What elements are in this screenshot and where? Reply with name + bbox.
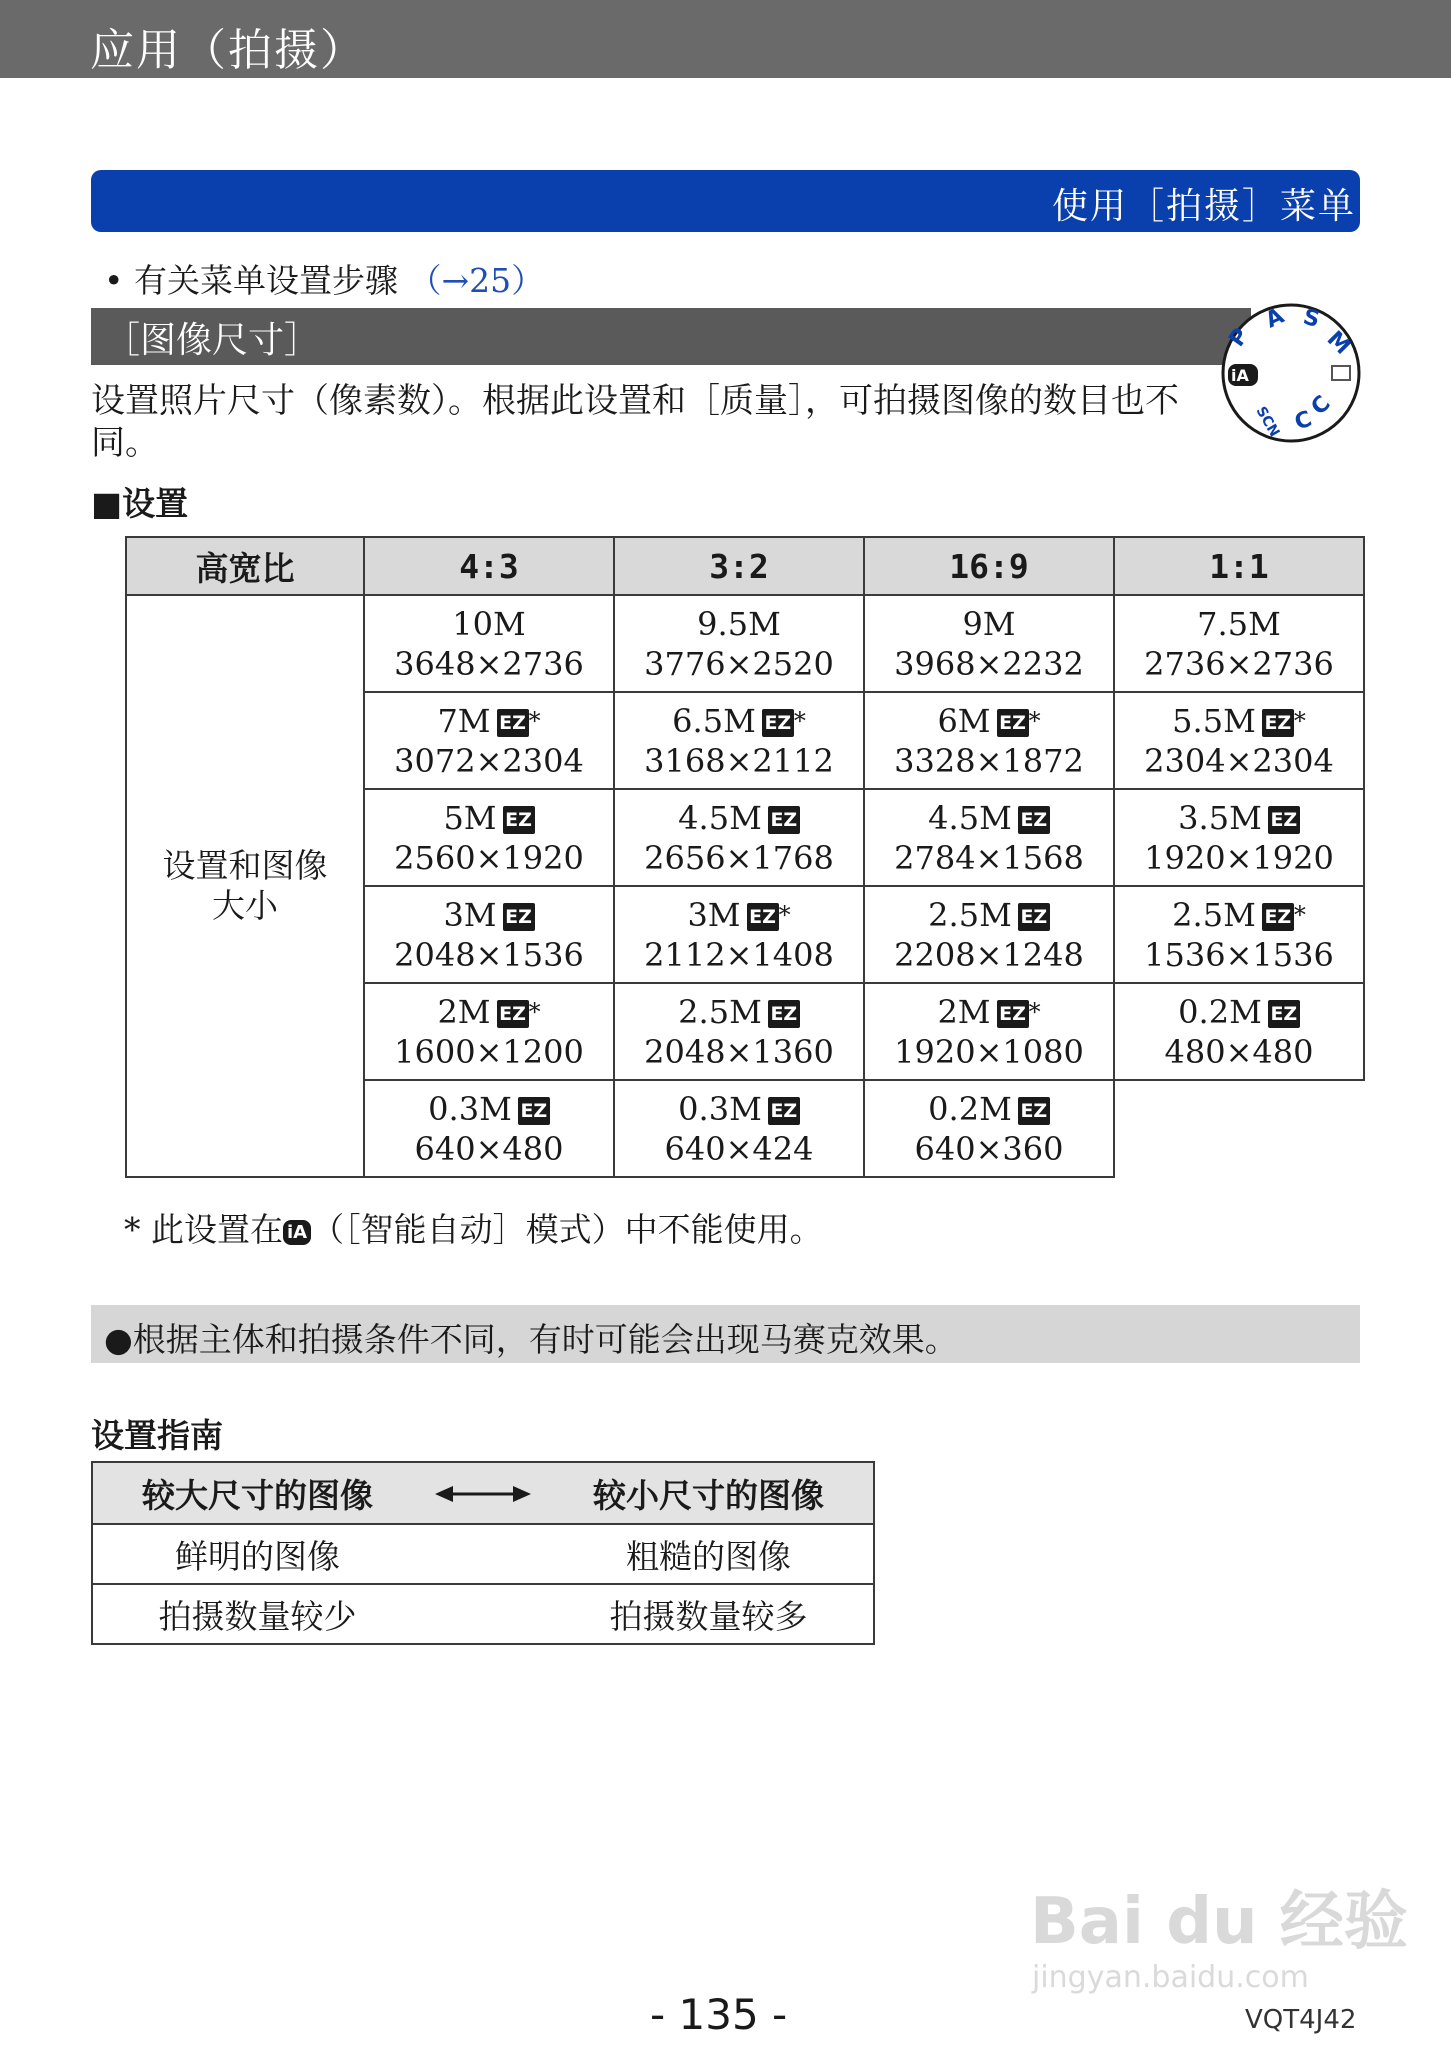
guide-row-right: 粗糙的图像 [544, 1524, 874, 1584]
size-cell [1114, 595, 1364, 692]
resolution-value: 1920×1080 [894, 1032, 1084, 1071]
size-line [865, 992, 1113, 1032]
size-line [865, 604, 1113, 644]
resolution-value: 2736×2736 [1144, 644, 1334, 683]
size-cell [864, 692, 1114, 789]
dial-label-s: S [1300, 304, 1323, 333]
note-bullet: • [104, 261, 124, 300]
header-4-3: 4:3 [364, 537, 614, 595]
resolution-value: 3072×2304 [394, 741, 584, 780]
megapixel-value: 2.5M [1172, 895, 1256, 934]
size-line [1115, 604, 1363, 644]
ez-icon: EZ [768, 1097, 800, 1125]
guide-header-row [92, 1462, 874, 1524]
size-line [865, 895, 1113, 935]
asterisk-mark: * [528, 706, 541, 735]
size-cell [364, 789, 614, 886]
resolution-value: 640×480 [414, 1129, 564, 1168]
header-1-1: 1:1 [1114, 537, 1364, 595]
megapixel-value: 5.5M [1172, 701, 1256, 740]
size-cell [614, 1080, 864, 1177]
asterisk-mark: * [778, 900, 791, 929]
resolution-value: 2304×2304 [1144, 741, 1334, 780]
table-header-row [126, 537, 1364, 595]
megapixel-value: 10M [452, 604, 526, 643]
size-line [1115, 895, 1363, 935]
size-line [1115, 992, 1363, 1032]
size-cell [864, 983, 1114, 1080]
table-row [126, 595, 1364, 692]
resolution-value: 2048×1536 [394, 935, 584, 974]
ez-icon: EZ [497, 1000, 529, 1028]
size-line [365, 895, 613, 935]
megapixel-value: 6M [937, 701, 991, 740]
size-line [615, 895, 863, 935]
resolution-value: 640×424 [664, 1129, 814, 1168]
size-cell [614, 886, 864, 983]
size-cell [1114, 886, 1364, 983]
megapixel-value: 4.5M [928, 798, 1012, 837]
size-line [1115, 701, 1363, 741]
resolution-value: 3168×2112 [644, 741, 834, 780]
note-text: 有关菜单设置步骤 [133, 261, 398, 300]
dial-label-c1: C [1306, 391, 1336, 421]
ez-icon: EZ [497, 709, 529, 737]
dial-label-c2: C [1291, 406, 1316, 436]
megapixel-value: 0.3M [678, 1089, 762, 1128]
header-16-9: 16:9 [864, 537, 1114, 595]
footnote-suffix: （［智能自动］模式）中不能使用。 [311, 1210, 823, 1249]
size-cell [364, 595, 614, 692]
resolution-value: 2112×1408 [644, 935, 834, 974]
megapixel-value: 9M [962, 604, 1016, 643]
section-title: 使用［拍摄］菜单 [1051, 186, 1356, 227]
resolution-value: 3648×2736 [394, 644, 584, 683]
megapixel-value: 2M [937, 992, 991, 1031]
ez-icon: EZ [503, 903, 535, 931]
size-cell [614, 789, 864, 886]
resolution-value: 3776×2520 [644, 644, 834, 683]
megapixel-value: 0.2M [1178, 992, 1262, 1031]
ez-icon: EZ [997, 1000, 1029, 1028]
megapixel-value: 6.5M [672, 701, 756, 740]
ez-icon: EZ [503, 806, 535, 834]
size-line [865, 1089, 1113, 1129]
size-line [365, 1089, 613, 1129]
footnote [124, 1204, 823, 1251]
ez-icon: EZ [518, 1097, 550, 1125]
size-cell [1114, 692, 1364, 789]
megapixel-value: 3M [443, 895, 497, 934]
size-cell [1114, 789, 1364, 886]
dial-label-m: M [1321, 326, 1355, 360]
image-size-table [125, 536, 1365, 1178]
size-line [365, 992, 613, 1032]
document-code: VQT4J42 [1245, 2005, 1357, 2035]
resolution-value: 2784×1568 [894, 838, 1084, 877]
resolution-value: 2560×1920 [394, 838, 584, 877]
mosaic-note: ●根据主体和拍摄条件不同，有时可能会出现马赛克效果。 [104, 1320, 958, 1359]
asterisk-mark: * [1028, 706, 1041, 735]
size-line [365, 604, 613, 644]
size-cell [864, 789, 1114, 886]
asterisk-mark: * [1293, 900, 1306, 929]
baidu-watermark-url: jingyan.baidu.com [1032, 1960, 1309, 1995]
baidu-watermark: Bai du 经验 [1030, 1885, 1408, 1959]
header-aspect-ratio: 高宽比 [126, 537, 364, 595]
ez-icon: EZ [1018, 903, 1050, 931]
size-line [865, 798, 1113, 838]
asterisk-mark: * [793, 706, 806, 735]
resolution-value: 2208×1248 [894, 935, 1084, 974]
megapixel-value: 2.5M [678, 992, 762, 1031]
size-cell [1114, 983, 1364, 1080]
asterisk-mark: * [528, 997, 541, 1026]
header-3-2: 3:2 [614, 537, 864, 595]
megapixel-value: 4.5M [678, 798, 762, 837]
ez-icon: EZ [762, 709, 794, 737]
dial-label-a: A [1261, 303, 1288, 334]
size-cell [614, 692, 864, 789]
resolution-value: 1600×1200 [394, 1032, 584, 1071]
size-line [615, 701, 863, 741]
guide-row-left: 拍摄数量较少 [92, 1584, 422, 1644]
ez-icon: EZ [1262, 709, 1294, 737]
megapixel-value: 2.5M [928, 895, 1012, 934]
size-cell [364, 1080, 614, 1177]
resolution-value: 2048×1360 [644, 1032, 834, 1071]
megapixel-value: 9.5M [697, 604, 781, 643]
size-cell [614, 595, 864, 692]
menu-item-title: ［图像尺寸］ [104, 320, 321, 361]
megapixel-value: 3.5M [1178, 798, 1262, 837]
ez-icon: EZ [768, 806, 800, 834]
megapixel-value: 7.5M [1197, 604, 1281, 643]
resolution-value: 480×480 [1164, 1032, 1314, 1071]
menu-steps-note [104, 255, 544, 302]
dial-label-p: P [1224, 323, 1255, 352]
ez-icon: EZ [747, 903, 779, 931]
guide-head-left: 较大尺寸的图像 [92, 1462, 422, 1524]
menu-description: 设置照片尺寸（像素数）。根据此设置和［质量］，可拍摄图像的数目也不同。 [91, 381, 1179, 463]
size-line [1115, 798, 1363, 838]
dial-label-scn: SCN [1252, 404, 1283, 440]
size-line [615, 604, 863, 644]
guide-head-right: 较小尺寸的图像 [544, 1462, 874, 1524]
double-arrow-svg [435, 1483, 531, 1505]
megapixel-value: 2M [437, 992, 491, 1031]
ez-icon: EZ [768, 1000, 800, 1028]
size-line [615, 1089, 863, 1129]
size-cell [864, 886, 1114, 983]
resolution-value: 1920×1920 [1144, 838, 1334, 877]
guide-title: 设置指南 [91, 1416, 223, 1455]
ez-icon: EZ [1018, 1097, 1050, 1125]
resolution-value: 3968×2232 [894, 644, 1084, 683]
ez-icon: EZ [1268, 806, 1300, 834]
mode-dial-icon [1216, 298, 1366, 448]
page-number: - 135 - [650, 1990, 788, 2039]
page-link[interactable]: （→25） [408, 261, 545, 300]
size-line [365, 798, 613, 838]
size-line [865, 701, 1113, 741]
ia-mode-icon: iA [283, 1220, 311, 1245]
size-cell [364, 692, 614, 789]
megapixel-value: 0.3M [428, 1089, 512, 1128]
double-arrow-icon [422, 1462, 544, 1524]
row-label-settings: 设置和图像大小 [126, 595, 364, 1177]
empty-cell [1114, 1080, 1364, 1177]
settings-heading: ■设置 [91, 484, 189, 523]
size-cell [614, 983, 864, 1080]
resolution-value: 3328×1872 [894, 741, 1084, 780]
guide-row-right: 拍摄数量较多 [544, 1584, 874, 1644]
asterisk-mark: * [1293, 706, 1306, 735]
guide-row-left: 鲜明的图像 [92, 1524, 422, 1584]
size-cell [864, 1080, 1114, 1177]
guide-row [92, 1584, 874, 1644]
megapixel-value: 3M [687, 895, 741, 934]
guide-row-spacer [422, 1584, 544, 1644]
size-cell [364, 983, 614, 1080]
megapixel-value: 7M [437, 701, 491, 740]
ez-icon: EZ [1262, 903, 1294, 931]
size-line [615, 992, 863, 1032]
resolution-value: 1536×1536 [1144, 935, 1334, 974]
footnote-prefix: * 此设置在 [124, 1210, 283, 1249]
size-line [365, 701, 613, 741]
guide-row-spacer [422, 1524, 544, 1584]
chapter-title: 应用（拍摄） [90, 25, 366, 76]
size-line [615, 798, 863, 838]
size-cell [864, 595, 1114, 692]
size-cell [364, 886, 614, 983]
ez-icon: EZ [1268, 1000, 1300, 1028]
ez-icon: EZ [1018, 806, 1050, 834]
ez-icon: EZ [997, 709, 1029, 737]
guide-row [92, 1524, 874, 1584]
asterisk-mark: * [1028, 997, 1041, 1026]
resolution-value: 2656×1768 [644, 838, 834, 877]
guide-table [91, 1461, 875, 1645]
megapixel-value: 5M [443, 798, 497, 837]
resolution-value: 640×360 [914, 1129, 1064, 1168]
megapixel-value: 0.2M [928, 1089, 1012, 1128]
dial-label-ia: iA [1231, 366, 1249, 385]
